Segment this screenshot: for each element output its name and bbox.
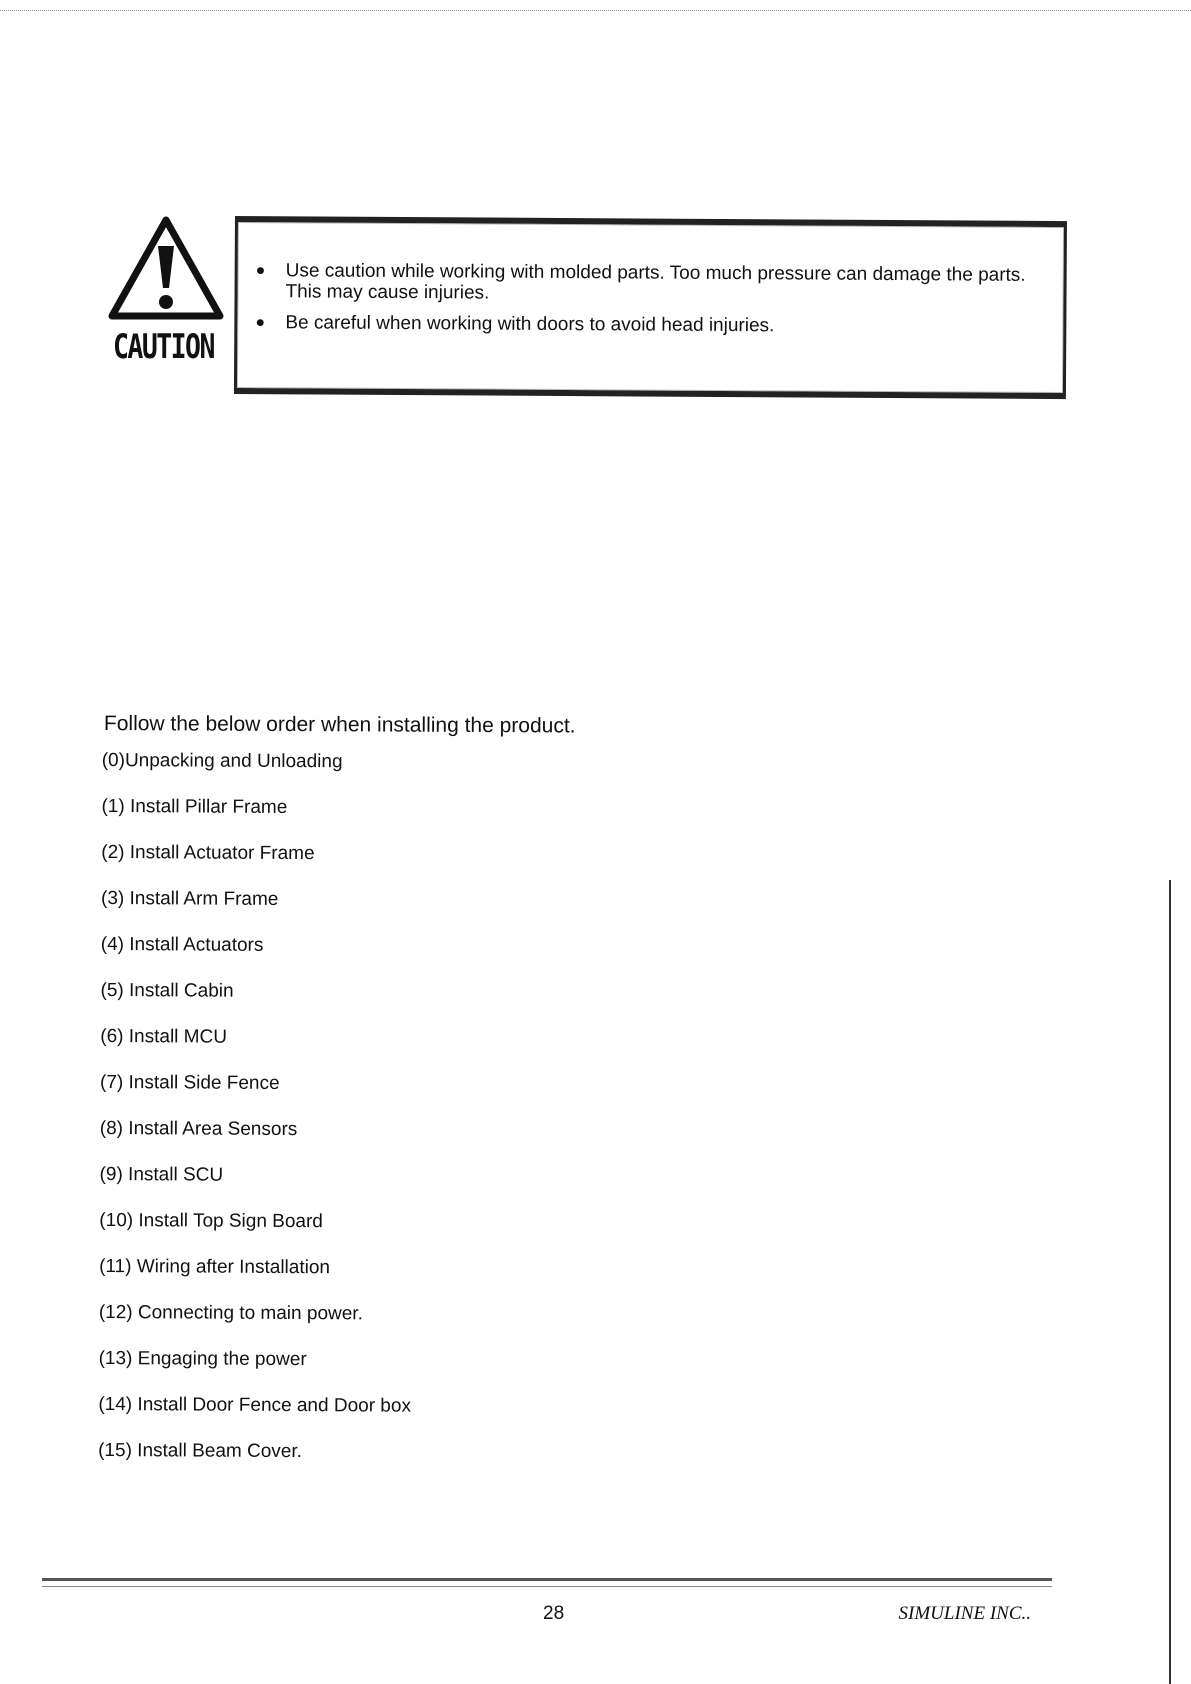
- installation-step: (13) Engaging the power: [98, 1347, 307, 1371]
- caution-item-text: Be careful when working with doors to avoid head injuries.: [285, 312, 775, 337]
- installation-step: (11) Wiring after Installation: [99, 1255, 331, 1279]
- installation-steps-list: [98, 750, 1002, 1491]
- page-number: 28: [543, 1603, 565, 1624]
- footer-divider: [42, 1578, 1052, 1587]
- caution-item: [249, 260, 1043, 307]
- caution-list: [237, 222, 1064, 338]
- scan-edge-line: [1169, 880, 1171, 1684]
- caution-item: [249, 312, 1043, 338]
- installation-step: (9) Install SCU: [99, 1163, 224, 1186]
- installation-step: (12) Connecting to main power.: [98, 1301, 363, 1325]
- installation-order-section: [98, 712, 1002, 1491]
- installation-step: (3) Install Arm Frame: [100, 887, 279, 910]
- installation-step: (15) Install Beam Cover.: [98, 1439, 302, 1463]
- installation-step: (10) Install Top Sign Board: [99, 1209, 323, 1233]
- company-name: SIMULINE INC..: [898, 1603, 1031, 1624]
- installation-step: (4) Install Actuators: [100, 933, 264, 956]
- installation-step: (7) Install Side Fence: [100, 1071, 280, 1094]
- top-divider: [0, 10, 1191, 11]
- installation-step: (2) Install Actuator Frame: [101, 841, 315, 865]
- caution-label: CAUTION: [113, 327, 214, 367]
- bullet-icon: ●: [255, 314, 266, 332]
- installation-step: (0)Unpacking and Unloading: [101, 749, 343, 773]
- installation-step: (8) Install Area Sensors: [99, 1117, 298, 1141]
- caution-item-text: Use caution while working with molded parts. Too much pressure can damage the parts. This may cause injuries.: [285, 260, 1026, 304]
- installation-intro: Follow the below order when installing the product.: [103, 712, 576, 738]
- bullet-icon: ●: [255, 262, 266, 280]
- installation-step: (14) Install Door Fence and Door box: [98, 1393, 412, 1417]
- installation-step: (6) Install MCU: [100, 1025, 228, 1048]
- installation-step: (5) Install Cabin: [100, 979, 234, 1002]
- installation-step: (1) Install Pillar Frame: [101, 795, 288, 818]
- caution-notice-box: [234, 216, 1067, 399]
